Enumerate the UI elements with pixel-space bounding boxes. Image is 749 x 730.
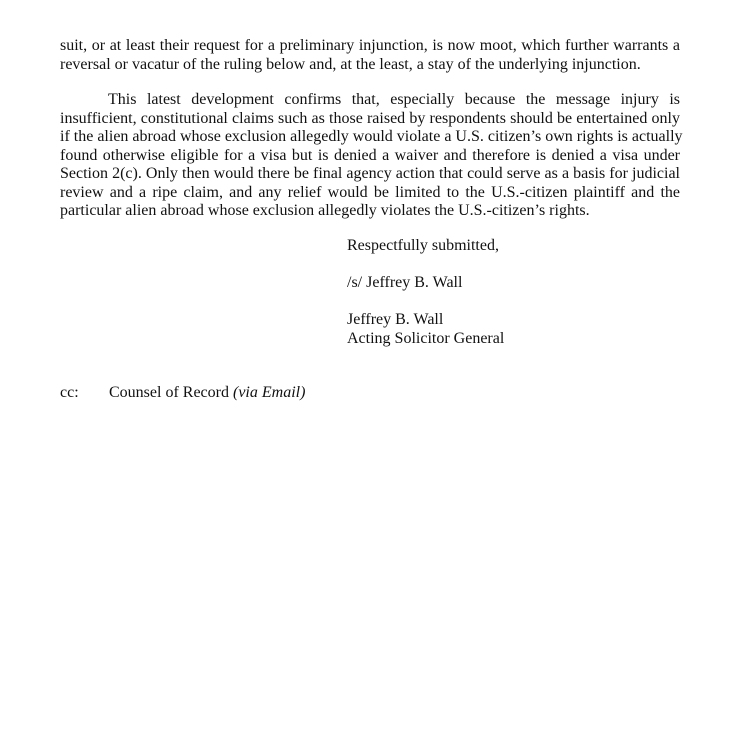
text-line: Section 2(c). Only then would there be final agency action that could serve as a basis for judicial <box>60 165 680 182</box>
cc-line <box>60 384 305 403</box>
text-line: review and a ripe claim, and any relief would be limited to the U.S.-citizen plaintiff and the <box>60 183 680 201</box>
text-line: if the alien abroad whose exclusion allegedly would violate a U.S. citizen’s own rights is actually <box>60 128 683 145</box>
signature-closing: Respectfully submitted, <box>347 237 499 254</box>
cc-recipient: Counsel of Record <box>109 384 229 401</box>
paragraph-conclusion <box>60 37 680 74</box>
paragraph-development <box>60 91 683 221</box>
text-line: found otherwise eligible for a visa but is denied a waiver and therefore is denied a visa under <box>60 146 680 164</box>
text-line: insufficient, constitutional claims such as those raised by respondents should be entertained only <box>60 109 680 127</box>
signature-name: Jeffrey B. Wall <box>347 311 444 328</box>
signature-title: Acting Solicitor General <box>347 329 505 347</box>
cc-method: (via Email) <box>232 384 306 401</box>
text-line: This latest development confirms that, especially because the message injury is <box>108 91 680 108</box>
text-line: suit, or at least their request for a preliminary injunction, is now moot, which further warrants a <box>60 37 680 54</box>
signature-esign: /s/ Jeffrey B. Wall <box>347 274 463 291</box>
text-line: reversal or vacatur of the ruling below and, at the least, a stay of the underlying injunction. <box>60 55 641 73</box>
text-line: particular alien abroad whose exclusion allegedly violates the U.S.-citizen’s rights. <box>60 202 590 219</box>
cc-label: cc: <box>60 384 79 401</box>
